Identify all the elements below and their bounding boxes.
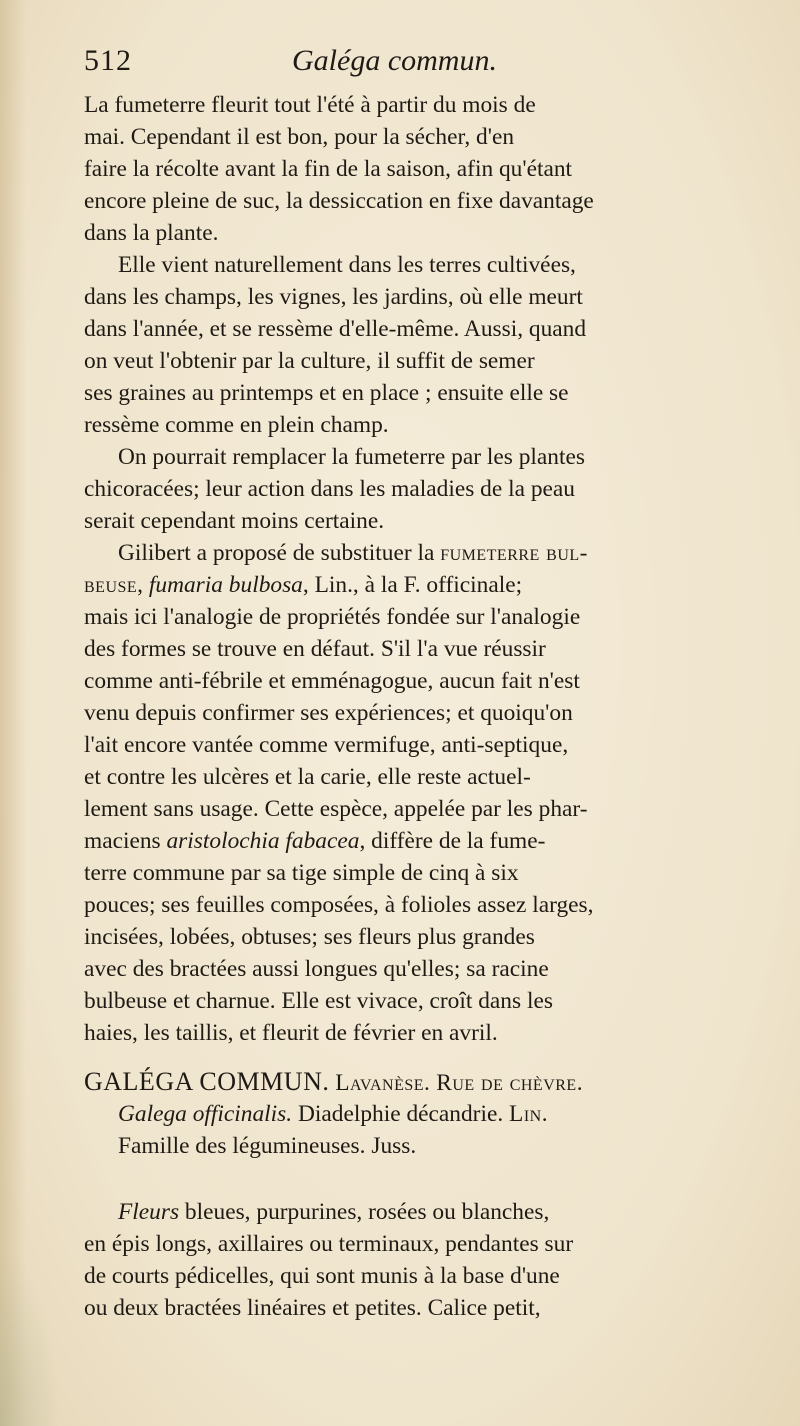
plant-name-smallcaps: beuse: [84, 572, 138, 598]
page-number: 512: [84, 44, 132, 77]
text-run: bleues, purpurines, rosées ou blanches,: [179, 1199, 550, 1225]
text-line: chicoracées; leur action dans les maladies de la peau: [84, 476, 575, 502]
paper-stain: [0, 1246, 60, 1426]
latin-name: fumaria bulbosa: [148, 572, 303, 598]
text-run: maciens: [84, 828, 167, 854]
text-line: l'ait encore vantée comme vermifuge, anti-septique,: [84, 732, 569, 758]
text-line: haies, les taillis, et fleurit de février en avril.: [84, 1020, 498, 1046]
text-line: dans la plante.: [84, 220, 219, 246]
latin-name: Galega officinalis.: [118, 1101, 293, 1127]
description-lead: Fleurs: [118, 1199, 180, 1225]
text-line: de courts pédicelles, qui sont munis à la base d'une: [84, 1263, 560, 1289]
text-line: pouces; ses feuilles composées, à folioles assez larges,: [84, 892, 594, 918]
running-title: Galéga commun.: [292, 44, 497, 77]
text-line: encore pleine de suc, la dessiccation en fixe davantage: [84, 188, 594, 214]
page-header: [84, 44, 784, 88]
text-run: ,: [137, 572, 149, 598]
text-line: [84, 1196, 782, 1228]
text-line: en épis longs, axillaires ou terminaux, pendantes sur: [84, 1231, 574, 1257]
text-line: venu depuis confirmer ses expériences; et quoiqu'on: [84, 700, 573, 726]
text-line: des formes se trouve en défaut. S'il l'a vue réussir: [84, 636, 546, 662]
entry-title-line: [84, 1066, 782, 1098]
text-line: comme anti-fébrile et emménagogue, aucun fait n'est: [84, 668, 580, 694]
text-line: lement sans usage. Cette espèce, appelée par les phar-: [84, 796, 588, 822]
text-line: mai. Cependant il est bon, pour la sécher, d'en: [84, 124, 515, 150]
synonym: Rue de chèvre.: [436, 1070, 584, 1096]
text-line: On pourrait remplacer la fumeterre par les plantes: [118, 444, 585, 470]
text-line: [84, 569, 782, 601]
text-run: Gilibert a proposé de substituer la: [118, 540, 441, 566]
description: [84, 1196, 782, 1324]
text-line: dans l'année, et se ressème d'elle-même. Aussi, quand: [84, 316, 587, 342]
plant-entry-heading: [84, 1066, 782, 1162]
body-text: [84, 89, 782, 1049]
latin-name: aristolochia fabacea: [166, 828, 360, 854]
entry-title: GALÉGA COMMUN.: [84, 1067, 330, 1096]
linnaean-class: Diadelphie décandrie.: [292, 1101, 510, 1127]
text-line: serait cependant moins certaine.: [84, 508, 385, 534]
text-line: terre commune par sa tige simple de cinq à six: [84, 860, 519, 886]
text-line: ou deux bractées linéaires et petites. Calice petit,: [84, 1295, 541, 1321]
text-run: , diffère de la fume-: [359, 828, 546, 854]
text-line: avec des bractées aussi longues qu'elles; sa racine: [84, 956, 549, 982]
text-line: [84, 825, 782, 857]
text-line: La fumeterre fleurit tout l'été à partir du mois de: [84, 92, 536, 118]
text-run: , Lin., à la F. officinale;: [302, 572, 523, 598]
page-edge-shadow: [0, 0, 26, 1426]
text-line: faire la récolte avant la fin de la saison, afin qu'étant: [84, 156, 573, 182]
text-line: incisées, lobées, obtuses; ses fleurs plus grandes: [84, 924, 535, 950]
text-line: mais ici l'analogie de propriétés fondée sur l'analogie: [84, 604, 581, 630]
text-line: on veut l'obtenir par la culture, il suffit de semer: [84, 348, 535, 374]
family-line: Famille des légumineuses. Juss.: [118, 1133, 417, 1159]
synonym: Lavanèse.: [335, 1070, 431, 1096]
text-line: ses graines au printemps et en place ; ensuite elle se: [84, 380, 569, 406]
text-line: dans les champs, les vignes, les jardins, où elle meurt: [84, 284, 583, 310]
plant-name-smallcaps: fumeterre bul-: [440, 540, 588, 566]
text-line: [84, 537, 782, 569]
text-line: et contre les ulcères et la carie, elle reste actuel-: [84, 764, 531, 790]
classification-line: [84, 1098, 782, 1130]
text-line: bulbeuse et charnue. Elle est vivace, croît dans les: [84, 988, 553, 1014]
text-line: ressème comme en plein champ.: [84, 412, 389, 438]
text-line: Elle vient naturellement dans les terres cultivées,: [118, 252, 576, 278]
author-abbrev: Lin.: [509, 1101, 549, 1127]
